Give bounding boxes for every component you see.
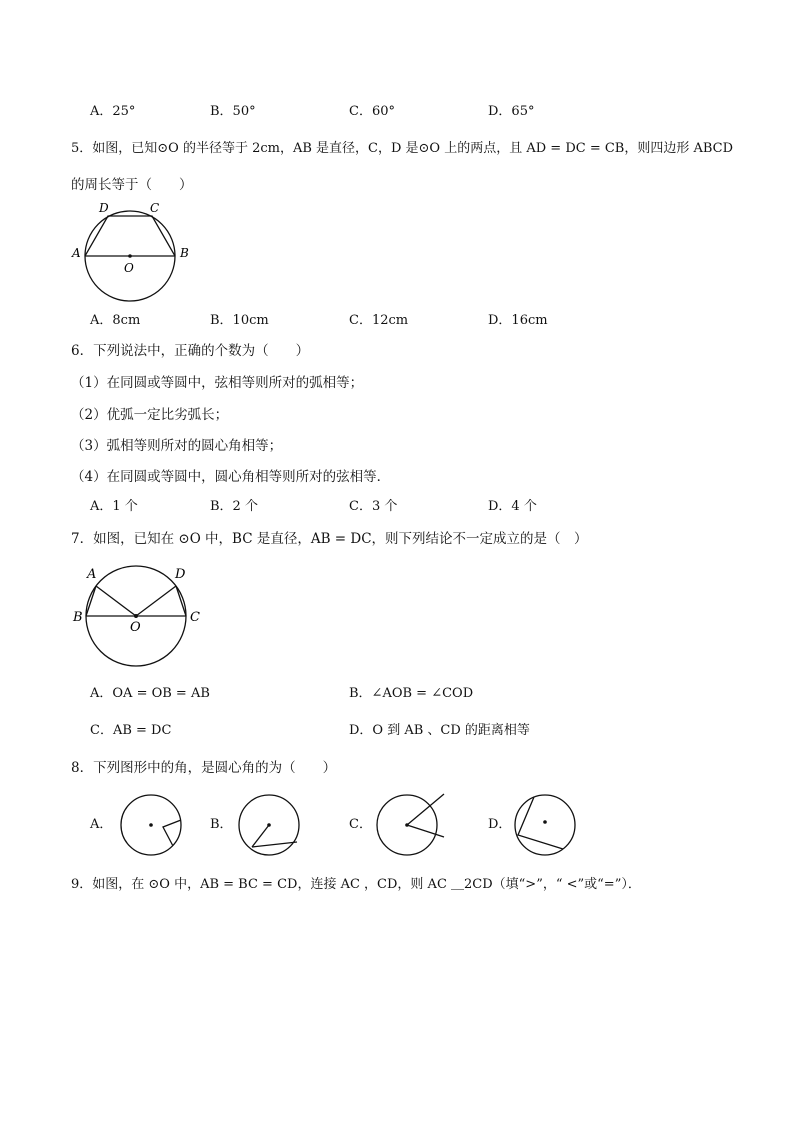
q8-figure-d	[512, 790, 582, 860]
q6-option-a: A．1 个	[90, 499, 138, 514]
q6-statement-3: （3）弧相等则所对的圆心角相等；	[71, 438, 283, 454]
q4-option-d: D．65°	[488, 104, 535, 119]
q6-option-d: D．4 个	[488, 499, 537, 514]
q8-figure-a	[117, 790, 187, 860]
q5-label-o: O	[124, 261, 134, 275]
q9-stem: 9．如图，在 ⊙O 中，AB = BC = CD，连接 AC ，CD，则 AC ＿2CD（填“>”，“ <”或“=”）．	[71, 877, 641, 892]
q6-stem: 6．下列说法中，正确的个数为（ ）	[71, 343, 310, 359]
q6-statement-2: （2）优弧一定比劣弧长；	[71, 407, 229, 423]
q4-option-c: C．60°	[349, 104, 395, 119]
q5-stem-line2: 的周长等于（ ）	[71, 177, 193, 193]
q7-label-c: C	[190, 610, 200, 625]
q5-center-dot	[128, 254, 132, 258]
q5-label-d: D	[99, 201, 109, 215]
q6-option-b: B．2 个	[210, 499, 258, 514]
q7-radius-od	[136, 586, 176, 616]
q6-option-c: C．3 个	[349, 499, 398, 514]
q5-stem-line1: 5．如图，已知⊙O 的半径等于 2cm，AB 是直径，C，D 是⊙O 上的两点，且 AD = DC = CB，则四边形 ABCD	[71, 141, 734, 156]
q7-stem: 7．如图，已知在 ⊙O 中，BC 是直径，AB = DC，则下列结论不一定成立的是（ ）	[71, 531, 588, 547]
q7-label-o: O	[130, 620, 141, 635]
q7-chord-ab	[86, 586, 96, 616]
q6-statement-1: （1）在同圆或等圆中，弦相等则所对的弧相等；	[71, 375, 364, 391]
q6-statement-4: （4）在同圆或等圆中，圆心角相等则所对的弦相等．	[71, 469, 391, 485]
q5-option-d: D．16cm	[488, 313, 548, 328]
q8-label-d: D．	[488, 817, 512, 832]
q7-option-b: B．∠AOB = ∠COD	[349, 686, 474, 701]
q8-label-b: B．	[210, 817, 233, 832]
q8-figure-c	[372, 789, 452, 861]
q7-center-dot	[134, 614, 138, 618]
q5-label-c: C	[150, 201, 160, 215]
q8-stem: 8．下列图形中的角，是圆心角的为（ ）	[71, 760, 337, 776]
q7-chord-dc	[176, 586, 186, 616]
q7-label-b: B	[73, 610, 83, 625]
q5-quadrilateral	[85, 216, 175, 256]
q4-option-b: B．50°	[210, 104, 256, 119]
q8-label-a: A．	[90, 817, 113, 832]
q7-option-a: A．OA = OB = AB	[90, 686, 210, 701]
q7-label-d: D	[175, 567, 186, 582]
q5-option-b: B．10cm	[210, 313, 269, 328]
q7-radius-oa	[96, 586, 136, 616]
q7-figure	[70, 560, 210, 672]
q4-option-a: A．25°	[90, 104, 136, 119]
q8-figure-b	[235, 790, 305, 860]
q5-option-c: C．12cm	[349, 313, 409, 328]
q5-figure	[68, 198, 198, 308]
q5-label-b: B	[180, 246, 189, 260]
q7-option-d: D．O 到 AB 、CD 的距离相等	[349, 723, 530, 738]
q7-option-c: C．AB = DC	[90, 723, 172, 738]
q8-label-c: C．	[349, 817, 372, 832]
q5-label-a: A	[72, 246, 81, 260]
q5-option-a: A．8cm	[90, 313, 141, 328]
q7-label-a: A	[87, 567, 97, 582]
